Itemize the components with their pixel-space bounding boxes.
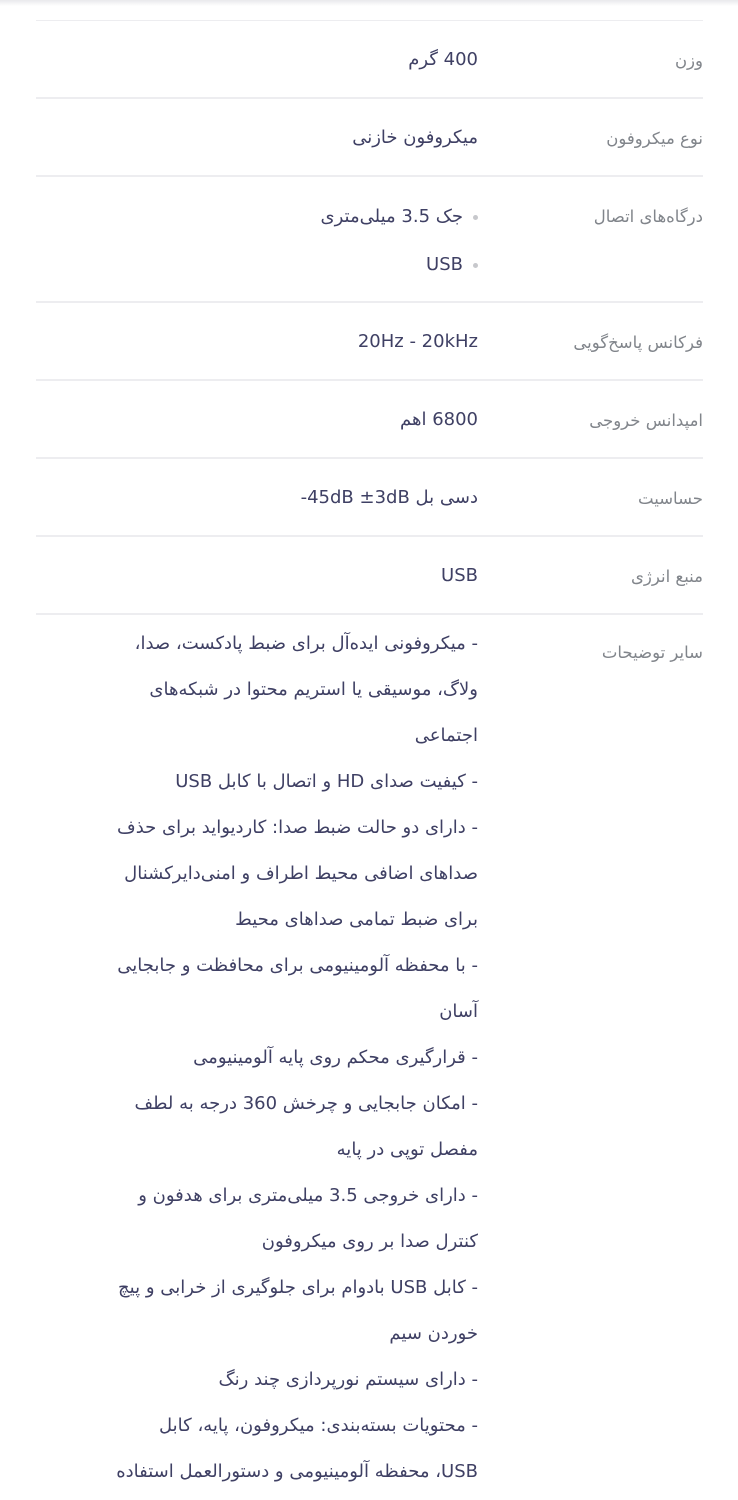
spec-value: دسی بل 45dB ±3dB-	[300, 487, 478, 508]
spec-row-sensitivity	[36, 459, 703, 537]
spec-row-description	[36, 615, 703, 1495]
description-line: - قرارگیری محکم روی پایه آلومینیومی	[193, 1047, 478, 1068]
list-item	[36, 181, 478, 229]
spec-label: سایر توضیحات	[601, 643, 703, 662]
description-line: - امکان جابجایی و چرخش 360 درجه به لطف	[134, 1093, 478, 1114]
description-text	[36, 615, 478, 1495]
specifications-table	[36, 20, 703, 1495]
description-line: صداهای اضافی محیط اطراف و امنی‌دایرکشنال	[124, 863, 478, 884]
spec-value-list	[36, 177, 478, 301]
description-line: خوردن سیم	[389, 1323, 478, 1344]
spec-row-impedance	[36, 381, 703, 459]
description-line: آسان	[439, 1001, 478, 1022]
spec-label: منبع انرژی	[631, 567, 703, 586]
spec-label: امپدانس خروجی	[589, 411, 703, 430]
description-line: مفصل توپی در پایه	[336, 1139, 478, 1160]
description-line: - دارای دو حالت ضبط صدا: کاردیواید برای حذف	[117, 817, 478, 838]
spec-value: 400 گرم	[408, 49, 478, 70]
description-line: - دارای سیستم نورپردازی چند رنگ	[218, 1369, 478, 1390]
top-shadow	[0, 0, 738, 6]
spec-value: 20Hz - 20kHz	[357, 331, 478, 352]
port-value: USB	[426, 254, 463, 275]
description-line: - با محفظه آلومینیومی برای محافظت و جابجایی	[117, 955, 478, 976]
description-line: کنترل صدا بر روی میکروفون	[261, 1231, 478, 1252]
description-line: برای ضبط تمامی صداهای محیط	[235, 909, 478, 930]
description-line: اجتماعی	[414, 725, 478, 746]
spec-label: نوع میکروفون	[606, 129, 703, 148]
description-line: ولاگ، موسیقی یا استریم محتوا در شبکه‌های	[149, 679, 478, 700]
description-line: USB، محفظه آلومینیومی و دستورالعمل استفاده	[116, 1461, 478, 1482]
spec-label: وزن	[674, 51, 703, 70]
spec-label: درگاه‌های اتصال	[593, 207, 703, 226]
description-line: - دارای خروجی 3.5 میلی‌متری برای هدفون و	[138, 1185, 478, 1206]
bullet-dot-icon	[473, 215, 478, 220]
spec-row-ports	[36, 177, 703, 303]
spec-row-weight	[36, 21, 703, 99]
description-line: - میکروفونی ایده‌آل برای ضبط پادکست، صدا،	[134, 633, 478, 654]
spec-row-frequency	[36, 303, 703, 381]
port-value: جک 3.5 میلی‌متری	[320, 206, 463, 227]
description-line: - محتویات بسته‌بندی: میکروفون، پایه، کابل	[159, 1415, 478, 1436]
description-line: - کیفیت صدای HD و اتصال با کابل USB	[175, 771, 478, 792]
spec-value: میکروفون خازنی	[352, 127, 478, 148]
spec-label: فرکانس پاسخ‌گویی	[573, 333, 703, 352]
spec-row-power-source	[36, 537, 703, 615]
list-item	[36, 229, 478, 277]
spec-row-mic-type	[36, 99, 703, 177]
spec-value: USB	[441, 565, 478, 586]
spec-value: 6800 اهم	[399, 409, 478, 430]
bullet-dot-icon	[473, 263, 478, 268]
spec-label: حساسیت	[638, 489, 703, 508]
description-line: - کابل USB بادوام برای جلوگیری از خرابی و پیچ	[118, 1277, 478, 1298]
